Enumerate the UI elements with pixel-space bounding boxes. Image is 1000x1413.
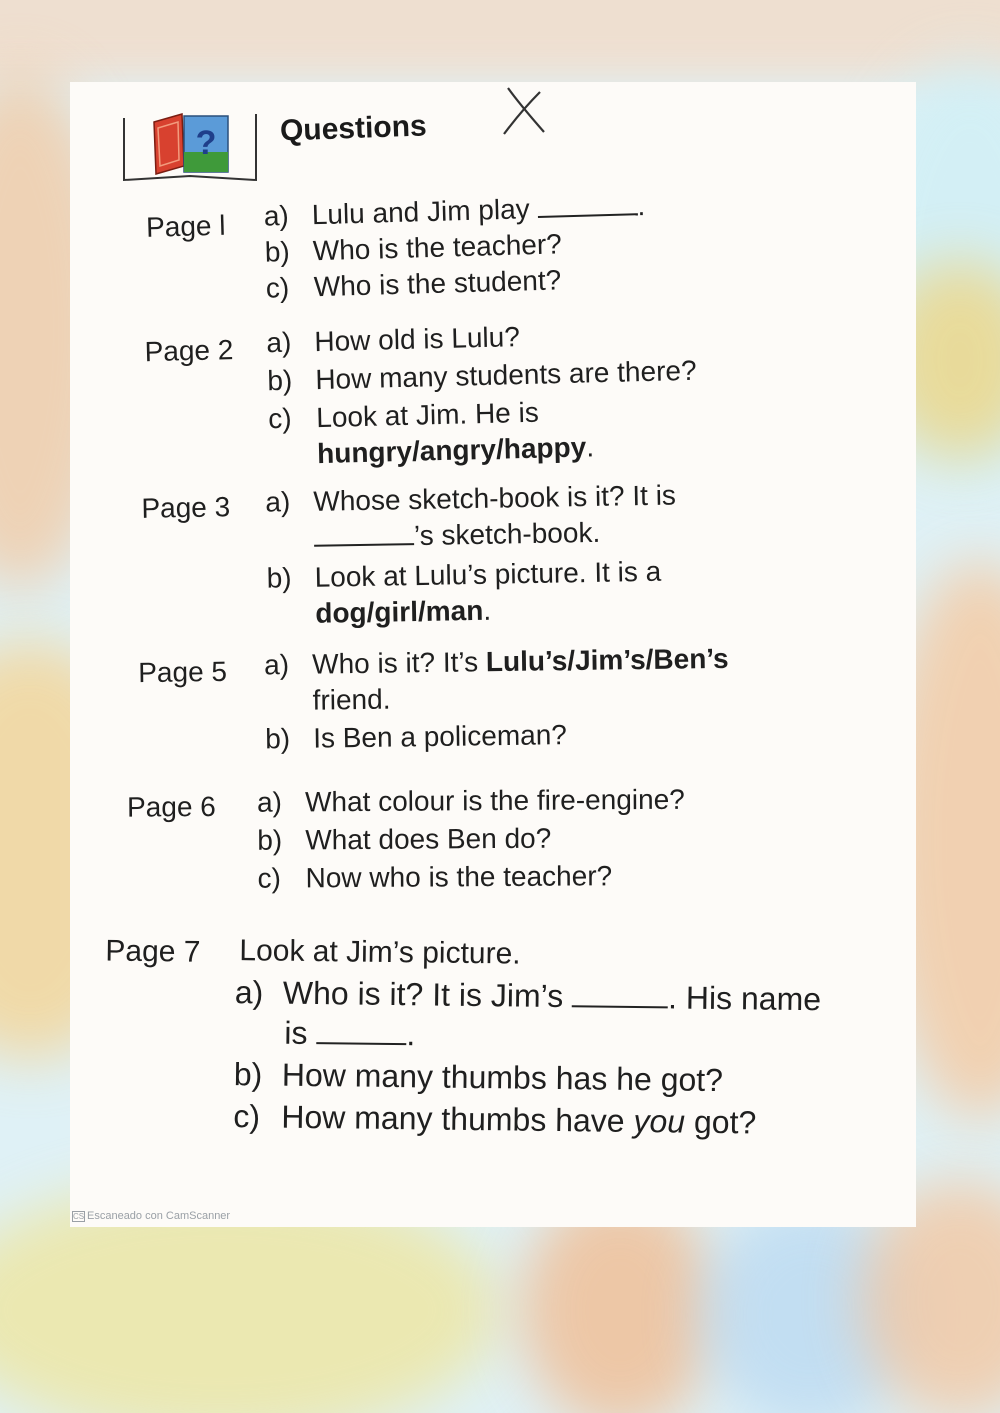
item-letter: b) — [266, 364, 293, 397]
item-letter: b) — [264, 235, 291, 268]
emphasis-text: you — [633, 1102, 686, 1140]
item-letter: b) — [257, 824, 283, 856]
answer-options — [315, 595, 491, 630]
question-text: How many thumbs have — [281, 1098, 634, 1139]
page-label: Page 3 — [141, 491, 231, 524]
page-label: Page 6 — [126, 791, 216, 823]
item-letter: c) — [265, 271, 290, 304]
question-text-line2: is — [284, 1014, 308, 1051]
question-item — [257, 784, 685, 819]
question-item — [312, 684, 390, 717]
question-text-after: . — [483, 594, 492, 626]
question-text: Now who is the teacher? — [305, 860, 613, 894]
question-text: What does Ben do? — [305, 822, 552, 856]
question-item — [235, 974, 822, 1018]
item-letter: b) — [233, 1056, 263, 1093]
question-item — [266, 556, 661, 595]
question-item — [265, 479, 676, 518]
answer-choices[interactable]: hungry/angry/happy — [316, 431, 587, 470]
question-item — [268, 397, 539, 436]
item-letter: a) — [263, 199, 290, 232]
question-text: How many thumbs has he got? — [281, 1056, 724, 1099]
item-letter: b) — [266, 562, 292, 594]
book-icon — [120, 108, 260, 184]
page-label: Page 2 — [144, 334, 234, 368]
question-item — [257, 860, 612, 894]
answer-choices[interactable]: Lulu’s/Jim’s/Ben’s — [485, 642, 729, 678]
question-item — [267, 355, 697, 397]
question-item — [284, 1015, 415, 1054]
question-text-after: . — [636, 189, 646, 222]
page-label: Page 5 — [138, 655, 228, 689]
question-text: What colour is the fire-engine? — [304, 783, 685, 818]
item-letter: a) — [265, 486, 291, 518]
question-text: How many students are there? — [314, 354, 697, 396]
worksheet-page — [70, 82, 916, 1227]
watermark-text: Escaneado con CamScanner — [87, 1210, 231, 1222]
answer-blank[interactable] — [314, 543, 414, 547]
item-letter: a) — [266, 326, 292, 359]
question-item — [263, 190, 645, 233]
question-text: Look at Lulu’s picture. It is a — [314, 555, 662, 593]
question-text: Who is the student? — [313, 264, 562, 303]
answer-options — [317, 431, 595, 470]
question-item — [233, 1098, 756, 1141]
answer-blank[interactable] — [316, 1042, 406, 1045]
question-item — [234, 1056, 724, 1099]
question-item — [265, 264, 561, 304]
page-label: Page 7 — [105, 934, 201, 969]
section-intro: Look at Jim’s picture. — [239, 934, 521, 971]
answer-choices[interactable]: dog/girl/man — [315, 594, 484, 629]
question-text-after: . — [585, 431, 595, 463]
item-letter: c) — [233, 1098, 261, 1135]
question-item — [266, 321, 520, 359]
question-text: Look at Jim. He is — [315, 396, 540, 434]
item-letter: c) — [267, 402, 292, 435]
question-text-line2: ’s sketch-book. — [413, 516, 601, 552]
question-text: Who is it? It is Jim’s — [282, 974, 564, 1015]
question-text: Is Ben a policeman? — [312, 719, 568, 754]
question-item — [314, 517, 601, 554]
question-text-line2: friend. — [312, 683, 391, 716]
item-letter: c) — [257, 862, 281, 894]
answer-blank[interactable] — [538, 213, 638, 218]
camscanner-icon: CS — [73, 1211, 85, 1221]
cross-mark-icon — [500, 84, 548, 136]
question-item — [257, 823, 551, 857]
item-letter: b) — [264, 722, 291, 755]
page-label: Page l — [145, 209, 226, 243]
item-letter: a) — [234, 974, 264, 1011]
answer-blank[interactable] — [572, 1005, 668, 1008]
svg-text:?: ? — [195, 124, 217, 162]
question-text-after: got? — [684, 1103, 757, 1141]
page-title: Questions — [279, 109, 428, 148]
question-item — [264, 643, 729, 681]
question-text: Lulu and Jim play — [311, 193, 531, 231]
item-letter: a) — [263, 648, 290, 681]
question-item — [265, 719, 567, 755]
scanner-watermark — [72, 1210, 230, 1222]
item-letter: a) — [256, 786, 283, 818]
question-text: Whose sketch-book is it? It is — [313, 479, 677, 517]
question-text-after: . His name — [667, 979, 822, 1018]
question-text-after: . — [406, 1016, 416, 1053]
question-text: Who is it? It’s — [311, 646, 487, 680]
question-text: Who is the teacher? — [312, 228, 563, 267]
question-text: How old is Lulu? — [314, 321, 521, 358]
question-item — [264, 228, 562, 268]
